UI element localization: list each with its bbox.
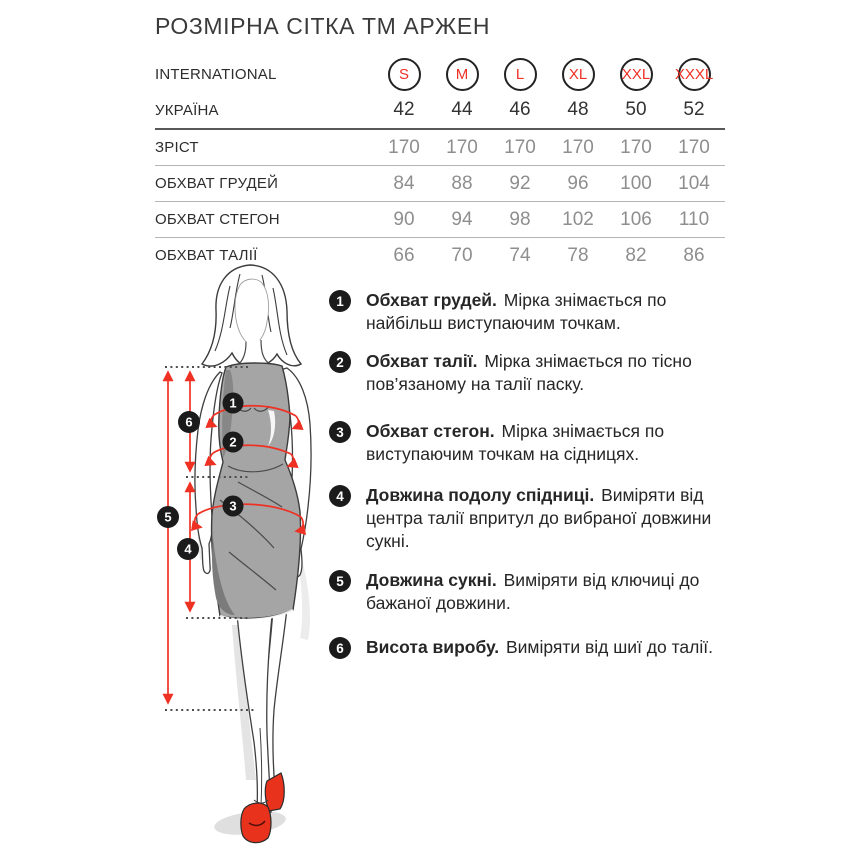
legend-number-badge: 1 bbox=[329, 290, 351, 312]
row-label-international: INTERNATIONAL bbox=[155, 65, 277, 83]
cell-value: 50 bbox=[625, 99, 647, 120]
legend-item-hips bbox=[329, 420, 729, 466]
cell-value: 88 bbox=[451, 172, 473, 194]
table-row-international bbox=[155, 56, 725, 92]
woman-figure-illustration bbox=[150, 260, 345, 850]
legend-text: Висота виробу. Виміряти від шиї до талії. bbox=[366, 637, 713, 657]
size-badge-xl: XL bbox=[562, 58, 595, 91]
cell-value: 94 bbox=[451, 208, 473, 230]
size-badge-xxxl: XXXL bbox=[678, 58, 711, 91]
legend-text: Обхват грудей. Мірка знімається по найбільш виступаючим точкам. bbox=[366, 290, 667, 333]
cell-value: 96 bbox=[567, 172, 589, 194]
cell-value: 110 bbox=[678, 208, 710, 230]
table-row-height bbox=[155, 128, 725, 165]
figure-marker-1: 1 bbox=[229, 395, 237, 411]
cell-value: 42 bbox=[393, 99, 415, 120]
measurement-figure bbox=[150, 260, 345, 850]
legend-number-badge: 4 bbox=[329, 485, 351, 507]
legend-item-skirt-length bbox=[329, 484, 729, 553]
legend-item-product-height bbox=[329, 636, 729, 659]
legend-number-badge: 2 bbox=[329, 351, 351, 373]
cell-value: 100 bbox=[620, 172, 652, 194]
cell-value: 84 bbox=[393, 172, 415, 194]
cell-value: 170 bbox=[504, 136, 536, 158]
cell-value: 170 bbox=[446, 136, 478, 158]
cell-value: 170 bbox=[678, 136, 710, 158]
legend-text: Обхват стегон. Мірка знімається по виступаючим точкам на сідницях. bbox=[366, 421, 665, 464]
row-label-hips: ОБХВАТ СТЕГОН bbox=[155, 211, 280, 228]
size-badge-xxl: XXL bbox=[620, 58, 653, 91]
cell-value: 92 bbox=[509, 172, 531, 194]
row-label-waist: ОБХВАТ ТАЛІЇ bbox=[155, 247, 258, 264]
legend-text: Довжина сукні. Виміряти від ключиці до бажаної довжини. bbox=[366, 570, 700, 613]
cell-value: 44 bbox=[451, 99, 473, 120]
legend-number-badge: 5 bbox=[329, 570, 351, 592]
figure-marker-2: 2 bbox=[229, 434, 237, 450]
cell-value: 98 bbox=[509, 208, 531, 230]
cell-value: 170 bbox=[388, 136, 420, 158]
legend-item-chest bbox=[329, 289, 729, 335]
cell-value: 78 bbox=[567, 244, 589, 266]
legend-text: Довжина подолу спідниці. Виміряти від центра талії впритул до вибраної довжини сукні. bbox=[366, 485, 712, 551]
figure-marker-6: 6 bbox=[185, 414, 193, 430]
legend-text: Обхват талії. Мірка знімається по тісно пов’язаному на талії паску. bbox=[366, 351, 692, 394]
legend-item-dress-length bbox=[329, 569, 729, 615]
cell-value: 48 bbox=[567, 99, 589, 120]
table-row-ukraine bbox=[155, 92, 725, 128]
page-title: РОЗМІРНА СІТКА ТМ АРЖЕН bbox=[155, 13, 491, 39]
cell-value: 74 bbox=[509, 244, 531, 266]
cell-value: 52 bbox=[683, 99, 705, 120]
cell-value: 170 bbox=[562, 136, 594, 158]
figure-marker-3: 3 bbox=[229, 498, 237, 514]
cell-value: 82 bbox=[625, 244, 647, 266]
cell-value: 102 bbox=[562, 208, 594, 230]
figure-marker-5: 5 bbox=[164, 509, 172, 525]
table-row-hips bbox=[155, 201, 725, 237]
row-label-height: ЗРІСТ bbox=[155, 139, 199, 156]
row-label-ukraine: УКРАЇНА bbox=[155, 101, 219, 119]
cell-value: 70 bbox=[451, 244, 473, 266]
size-badge-m: M bbox=[446, 58, 479, 91]
figure-marker-4: 4 bbox=[184, 541, 192, 557]
cell-value: 104 bbox=[678, 172, 710, 194]
size-badge-l: L bbox=[504, 58, 537, 91]
size-table bbox=[155, 56, 725, 273]
cell-value: 66 bbox=[393, 244, 415, 266]
cell-value: 170 bbox=[620, 136, 652, 158]
cell-value: 90 bbox=[393, 208, 415, 230]
size-badge-s: S bbox=[388, 58, 421, 91]
legend-number-badge: 6 bbox=[329, 637, 351, 659]
cell-value: 86 bbox=[683, 244, 705, 266]
cell-value: 46 bbox=[509, 99, 531, 120]
row-label-chest: ОБХВАТ ГРУДЕЙ bbox=[155, 175, 279, 192]
cell-value: 106 bbox=[620, 208, 652, 230]
table-row-chest bbox=[155, 165, 725, 201]
legend-item-waist bbox=[329, 350, 729, 396]
legend-number-badge: 3 bbox=[329, 421, 351, 443]
